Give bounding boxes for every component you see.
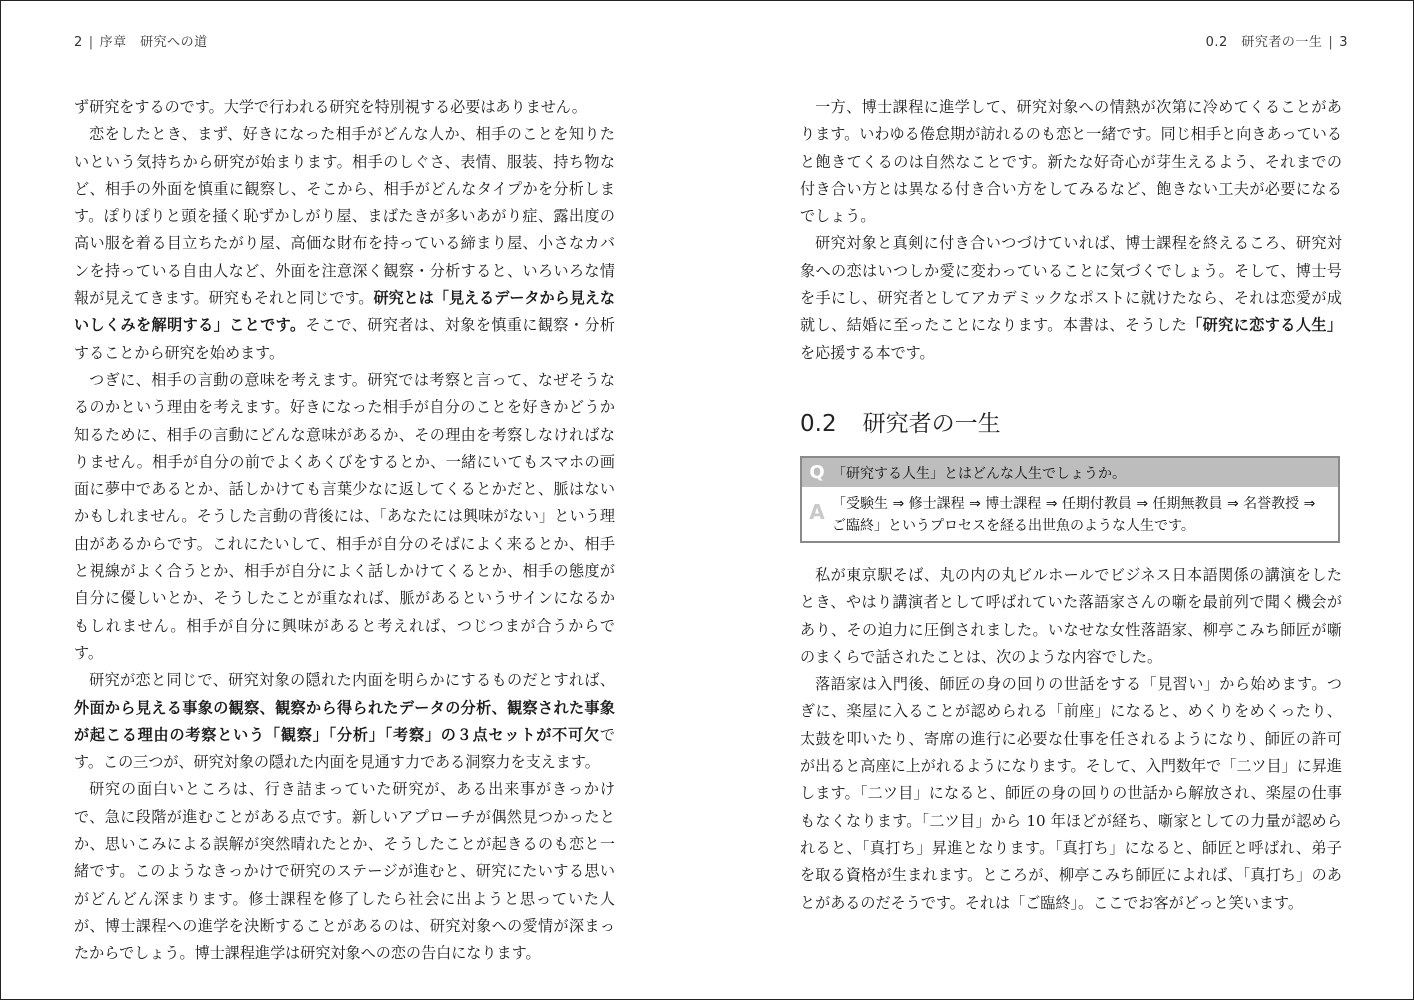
left-body-text (74, 94, 615, 968)
text-segment: を応援する本です。 (800, 343, 935, 362)
right-running-head (1206, 31, 1348, 50)
qa-question-row (802, 458, 1338, 487)
text-segment: です。この三つが、研究対象の隠れた内面を見通す力である洞察力を支えます。 (74, 725, 615, 772)
left-running-head (74, 31, 208, 50)
qa-box (800, 456, 1340, 543)
section-title: 研究者の一生 (862, 411, 1001, 437)
q-label: Q (809, 462, 825, 483)
paragraph (74, 667, 615, 776)
qa-answer-row (802, 487, 1338, 537)
text-segment: 落語家は入門後、師匠の身の回りの世話をする「見習い」から始めます。つぎに、楽屋に入ることが認められる「前座」になると、めくりをめくったり、太鼓を叩いたり、寄席の進行に必要な仕事を任されるようになり、師匠の許可が出ると高座に上がれるようになります。そして、入門数年で「二ツ目」に昇進します。「二ツ目」になると、師匠の身の回りの世話から解放され、楽屋の仕事もなくなります。「二ツ目」から 10 年ほどが経ち、噺家としての力量が認められると、「真打ち」昇進となります。「真打ち」になると、師匠と呼ばれ、弟子を取る資格が生まれます。ところが、柳亭こみち師匠によれば、「真打ち」のあとがあるのだそうです。それは「ご臨終」。ここでお客がどっと笑います。 (800, 675, 1342, 912)
paragraph (74, 776, 615, 967)
paragraph (800, 671, 1342, 917)
right-page (707, 0, 1414, 1000)
right-page-number: 3 (1339, 35, 1348, 50)
paragraph (74, 94, 615, 121)
running-head-divider: | (88, 35, 94, 50)
paragraph (800, 230, 1342, 366)
qa-question-text: 「研究する人生」とはどんな人生でしょうか。 (832, 465, 1126, 482)
section-heading (800, 405, 1001, 438)
emphasis-text: 研究とは「見えるデータから見えないしくみを解明する」ことです。 (74, 289, 615, 335)
right-body-text-top (800, 94, 1342, 367)
emphasis-text: 「研究に恋する人生」 (1187, 316, 1342, 335)
text-segment: 研究の面白いところは、行き詰まっていた研究が、ある出来事がきっかけで、急に段階が進むことがある点です。新しいアプローチが偶然見つかったとか、思いこみによる誤解が突然晴れたとか、そうしたことが起きるのも恋と一緒です。このようなきっかけで研究のステージが進むと、研究にたいする思いがどんどん深まります。修士課程を修了したら社会に出ようと思っていた人が、博士課程への進学を決断することがあるのは、研究対象への愛情が深まったからでしょう。博士課程進学は研究対象への恋の告白になります。 (74, 780, 615, 963)
text-segment: 恋をしたとき、まず、好きになった相手がどんな人か、相手のことを知りたいという気持ちから研究が始まります。相手のしぐさ、表情、服装、持ち物など、相手の外面を慎重に観察し、そこから、相手がどんなタイプかを分析します。ぽりぽりと頭を掻く恥ずかしがり屋、まばたきが多いあがり症、露出度の高い服を着る目立ちたがり屋、高価な財布を持っている締まり屋、小さなカバンを持っている自由人など、外面を注意深く観察・分析すると、いろいろな情報が見えてきます。研究もそれと同じです。 (74, 125, 615, 308)
left-page-number: 2 (74, 35, 83, 50)
emphasis-text: 外面から見える事象の観察、観察から得られたデータの分析、観察された事象が起こる理由の考察という「観察」「分析」「考察」の３点セットが不可欠 (74, 698, 615, 744)
text-segment: 研究対象と真剣に付き合いつづけていれば、博士課程を終えるころ、研究対象への恋はいつしか愛に変わっていることに気づくでしょう。そして、博士号を手にし、研究者としてアカデミックなポストに就けたなら、それは恋愛が成就し、結婚に至ったことになります。本書は、そうした (800, 234, 1342, 335)
paragraph (74, 367, 615, 667)
paragraph (800, 562, 1342, 671)
text-segment: つぎに、相手の言動の意味を考えます。研究では考察と言って、なぜそうなるのかという理由を考えます。好きになった相手が自分のことを好きかどうか知るために、相手の言動にどんな意味があるか、その理由を考察しなければなりません。相手が自分の前でよくあくびをするとか、一緒にいてもスマホの画面に夢中であるとか、話しかけても言葉少なに返してくるとかだと、脈はないかもしれません。そうした言動の背後には、「あなたには興味がない」という理由があるからです。これにたいして、相手が自分のそばによく来るとか、相手と視線がよく合うとか、相手が自分によく話しかけてくるとか、相手の態度が自分に優しいとか、そうしたことが重なれば、脈があるというサインになるかもしれません。相手が自分に興味があると考えれば、つじつまが合うからです。 (74, 370, 615, 662)
paragraph (800, 94, 1342, 230)
left-running-head-title: 序章 研究への道 (99, 35, 208, 50)
text-segment: 一方、博士課程に進学して、研究対象への情熱が次第に冷めてくることがあります。いわゆる倦怠期が訪れるのも恋と一緒です。同じ相手と向きあっていると飽きてくるのは自然なことです。新たな好奇心が芽生えるよう、それまでの付き合い方とは異なる付き合い方をしてみるなど、飽きない工夫が必要になるでしょう。 (800, 98, 1342, 226)
text-segment: そこで、研究者は、対象を慎重に観察・分析することから研究を始めます。 (74, 316, 616, 362)
text-segment: ず研究をするのです。大学で行われる研究を特別視する必要はありません。 (74, 98, 587, 116)
right-body-text-bottom (800, 562, 1342, 917)
text-segment: 研究が恋と同じで、研究対象の隠れた内面を明らかにするものだとすれば、 (89, 671, 615, 690)
right-running-head-title: 0.2 研究者の一生 (1205, 35, 1323, 50)
text-segment: 私が東京駅そば、丸の内の丸ビルホールでビジネス日本語関係の講演をしたとき、やはり講演者として呼ばれていた落語家さんの噺を最前列で聞く機会があり、その迫力に圧倒されました。いなせな女性落語家、柳亭こみち師匠が噺のまくらで話されたことは、次のような内容でした。 (800, 566, 1342, 666)
qa-answer-text: 「受験生 ⇒ 修士課程 ⇒ 博士課程 ⇒ 任期付教員 ⇒ 任期無教員 ⇒ 名誉教授 ⇒ ご臨終」というプロセスを経る出世魚のような人生です。 (832, 496, 1316, 534)
paragraph (74, 121, 615, 367)
a-label: A (809, 500, 825, 524)
section-number: 0.2 (800, 411, 837, 437)
running-head-divider: | (1328, 35, 1334, 50)
